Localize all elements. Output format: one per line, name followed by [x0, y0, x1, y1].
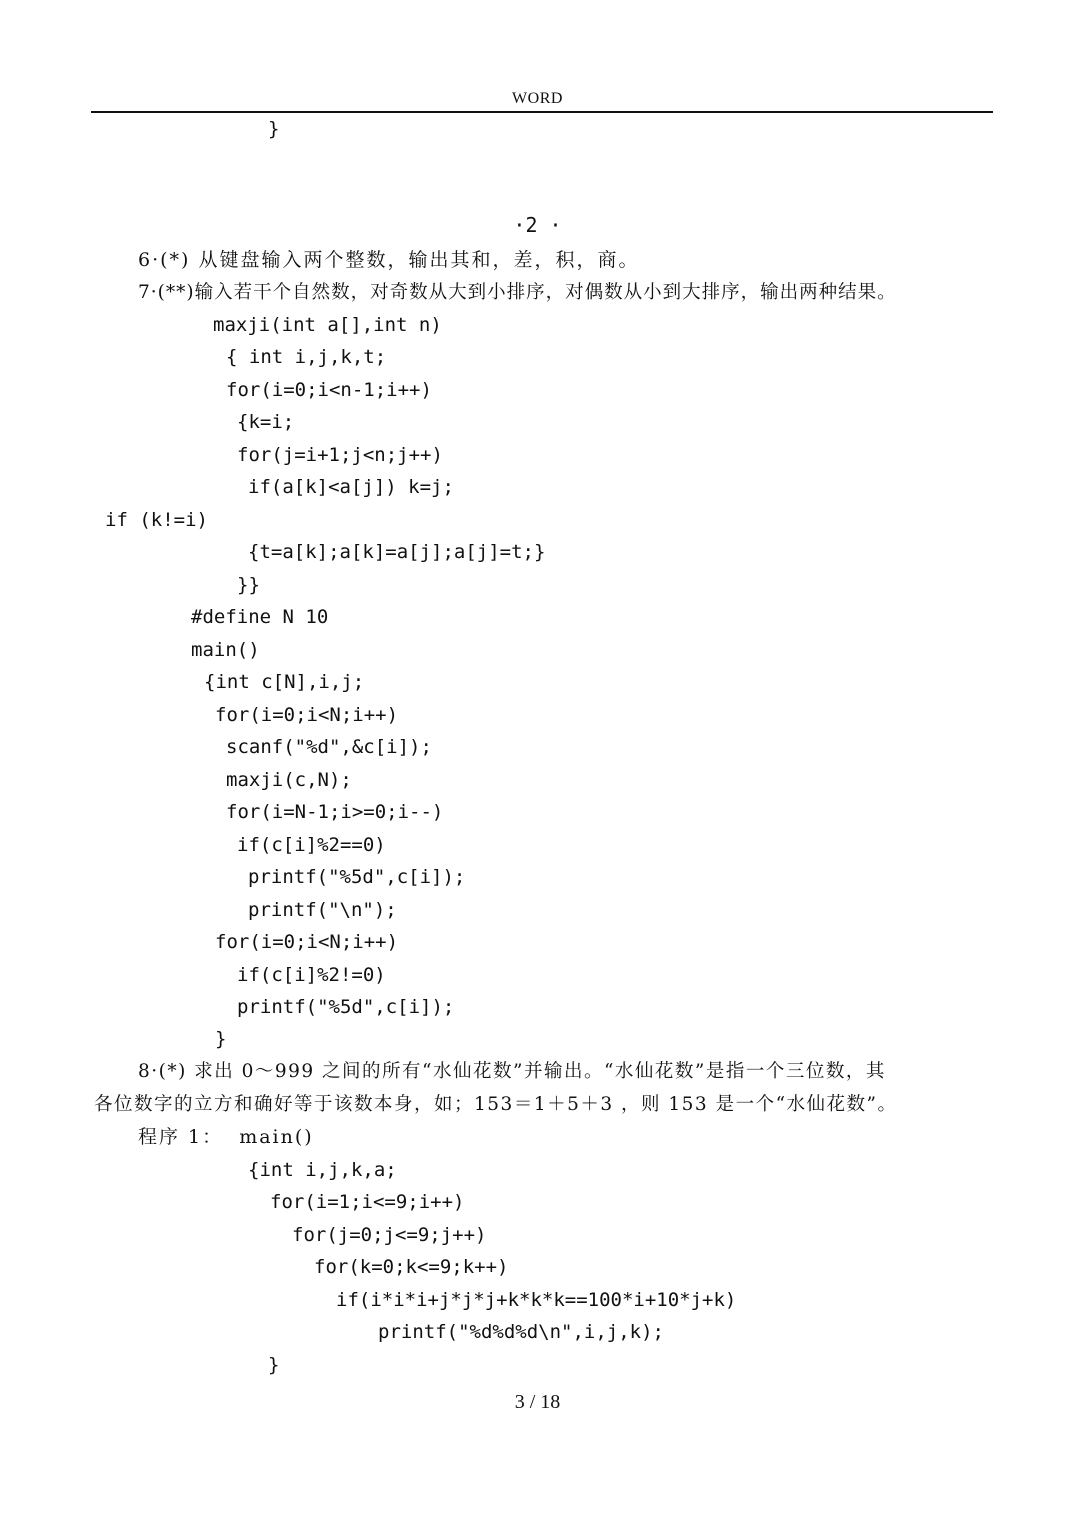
question-8-line-1: 8·(*) 求出 0～999 之间的所有“水仙花数”并输出。“水仙花数”是指一个三位数，其	[138, 1061, 886, 1082]
code-line: if(i*i*i+j*j*j+k*k*k==100*i+10*j+k)	[336, 1289, 737, 1311]
code-line: printf("%5d",c[i]);	[248, 866, 466, 888]
code-line: if(a[k]<a[j]) k=j;	[248, 476, 454, 498]
code-line: if (k!=i)	[105, 509, 208, 531]
code-line: {t=a[k];a[k]=a[j];a[j]=t;}	[248, 541, 546, 563]
code-line: for(i=1;i<=9;i++)	[270, 1191, 465, 1213]
code-line: printf("\n");	[248, 899, 397, 921]
code-line: maxji(int a[],int n)	[213, 314, 442, 336]
code-line: if(c[i]%2==0)	[237, 834, 386, 856]
code-line: }	[215, 1028, 227, 1050]
code-line: main()	[191, 639, 260, 661]
code-line: if(c[i]%2!=0)	[237, 964, 386, 986]
page-header: WORD	[512, 90, 563, 107]
question-8-line-2: 各位数字的立方和确好等于该数本身，如；153＝1＋5＋3 ，则 153 是一个“水仙花数”。	[94, 1094, 898, 1115]
code-line: for(i=0;i<n-1;i++)	[226, 379, 432, 401]
code-line: for(i=N-1;i>=0;i--)	[226, 801, 444, 823]
code-line: }	[268, 118, 280, 140]
question-6: 6·(*) 从键盘输入两个整数，输出其和，差，积，商。	[138, 249, 640, 271]
code-line: #define N 10	[191, 606, 329, 628]
header-rule	[91, 111, 993, 113]
code-line: maxji(c,N);	[226, 769, 352, 791]
program-1-label: 程序 1： main()	[138, 1126, 314, 1148]
code-line: scanf("%d",&c[i]);	[226, 736, 432, 758]
code-line: }	[268, 1354, 280, 1376]
code-line: for(i=0;i<N;i++)	[215, 931, 399, 953]
page-marker: ·2 ·	[513, 213, 562, 237]
code-line: for(j=i+1;j<n;j++)	[237, 444, 443, 466]
page-footer: 3 / 18	[514, 1391, 561, 1413]
question-7: 7·(**)输入若干个自然数，对奇数从大到小排序，对偶数从小到大排序，输出两种结果。	[138, 282, 897, 303]
code-line: { int i,j,k,t;	[226, 346, 387, 368]
code-line: printf("%5d",c[i]);	[237, 996, 455, 1018]
code-line: for(i=0;i<N;i++)	[215, 704, 399, 726]
code-line: printf("%d%d%d\n",i,j,k);	[378, 1321, 664, 1343]
code-line: {int i,j,k,a;	[248, 1159, 397, 1181]
code-line: for(k=0;k<=9;k++)	[314, 1256, 509, 1278]
code-line: {k=i;	[237, 411, 295, 433]
code-line: {int c[N],i,j;	[204, 671, 365, 693]
code-line: for(j=0;j<=9;j++)	[292, 1224, 487, 1246]
code-line: }}	[237, 574, 260, 596]
